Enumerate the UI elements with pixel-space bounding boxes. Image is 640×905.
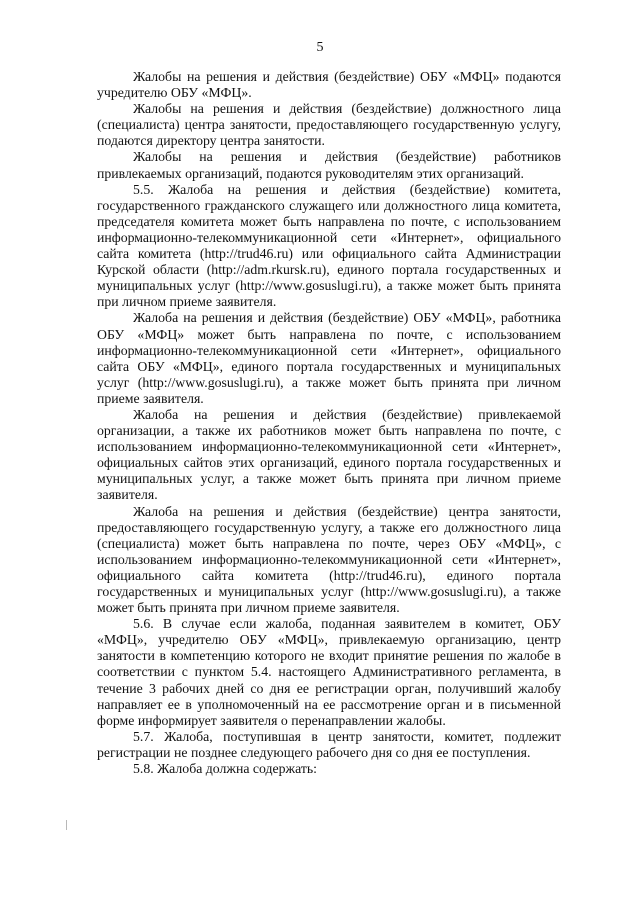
paragraph-5-5: 5.5. Жалоба на решения и действия (бездействие) комитета, государственного гражданского служащего или должностного лица комитета, председателя комитета может быть направлена по почте, с использованием информационно-телекоммуникационной сети «Интернет», официального сайта комитета (http://trud46.ru) или официального сайта Администрации Курской области (http://adm.rkursk.ru), единого портала государственных и муниципальных услуг (http://www.gosuslugi.ru), а также может быть принята при личном приеме заявителя.	[97, 181, 561, 310]
document-body	[97, 69, 561, 777]
paragraph-center-submission: Жалоба на решения и действия (бездействие) центра занятости, предоставляющего государственную услугу, а также его должностного лица (специалиста) может быть направлена по почте, через ОБУ «МФЦ», с использованием информационно-телекоммуникационной сети «Интернет», официального сайта комитета (http://trud46.ru), единого портала государственных и муниципальных услуг (http://www.gosuslugi.ru), а также может быть принята при личном приеме заявителя.	[97, 503, 561, 616]
paragraph-organization-complaints: Жалобы на решения и действия (бездействие) работников привлекаемых организаций, подаются руководителям этих организаций.	[97, 149, 561, 181]
paragraph-mfc-complaints: Жалобы на решения и действия (бездействие) ОБУ «МФЦ» подаются учредителю ОБУ «МФЦ».	[97, 69, 561, 101]
page-number: 5	[316, 40, 324, 55]
paragraph-5-6: 5.6. В случае если жалоба, поданная заявителем в комитет, ОБУ «МФЦ», учредителю ОБУ «МФЦ», привлекаемую организацию, центр занятости в компетенцию которого не входит принятие решения по жалобе в соответствии с пунктом 5.4. настоящего Административного регламента, в течение 3 рабочих дней со дня ее регистрации орган, получивший жалобу направляет ее в уполномоченный на ее рассмотрение орган и в письменной форме информирует заявителя о перенаправлении жалобы.	[97, 616, 561, 728]
paragraph-5-8: 5.8. Жалоба должна содержать:	[133, 761, 318, 777]
paragraph-mfc-submission: Жалоба на решения и действия (бездействие) ОБУ «МФЦ», работника ОБУ «МФЦ» может быть направлена по почте, с использованием информационно-телекоммуникационной сети «Интернет», официального сайта ОБУ «МФЦ», единого портала государственных и муниципальных услуг (http://www.gosuslugi.ru), а также может быть принята при личном приеме заявителя.	[97, 310, 561, 406]
scan-margin-mark	[66, 820, 67, 830]
paragraph-specialist-complaints: Жалобы на решения и действия (бездействие) должностного лица (специалиста) центра занятости, предоставляющего государственную услугу, подаются директору центра занятости.	[97, 101, 561, 149]
paragraph-5-7: 5.7. Жалоба, поступившая в центр занятости, комитет, подлежит регистрации не позднее следующего рабочего дня со дня ее поступления.	[97, 728, 561, 760]
paragraph-organization-submission: Жалоба на решения и действия (бездействие) привлекаемой организации, а также их работников может быть направлена по почте, с использованием информационно-телекоммуникационной сети «Интернет», официальных сайтов этих организаций, единого портала государственных и муниципальных услуг, а также может быть принята при личном приеме заявителя.	[97, 406, 561, 503]
